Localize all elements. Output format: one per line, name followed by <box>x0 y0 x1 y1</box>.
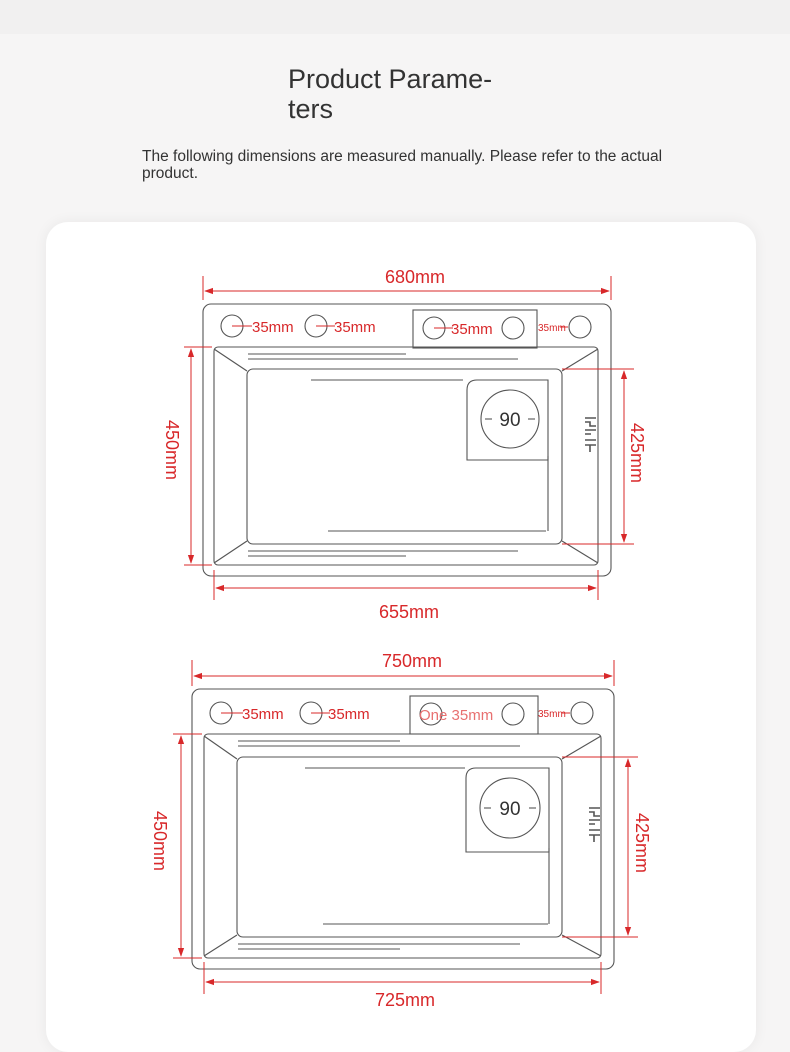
right-height-label: 425mm <box>632 812 652 874</box>
basin-floor <box>237 757 562 937</box>
tap-hole-icon <box>502 703 524 725</box>
drain-label: 90 <box>499 799 521 820</box>
sink-outer-outline <box>192 689 614 969</box>
top-width-label: 680mm <box>384 267 446 287</box>
sink-outer-outline <box>203 304 611 576</box>
sink-drawing-2 <box>150 651 652 1010</box>
sink-drawing-1 <box>162 267 647 622</box>
hole-label: 35mm <box>328 706 370 723</box>
tap-hole-icon <box>569 316 591 338</box>
hole-label: 35mm <box>242 706 284 723</box>
hole-label: 35mm <box>538 709 566 720</box>
tap-hole-icon <box>502 317 524 339</box>
basin-floor <box>247 369 562 544</box>
bottom-width-label: 725mm <box>374 990 436 1010</box>
right-height-label: 425mm <box>627 422 647 484</box>
hole-label: 35mm <box>538 323 566 334</box>
bottom-width-label: 655mm <box>378 602 440 622</box>
top-width-label: 750mm <box>381 651 443 671</box>
hole-label: 35mm <box>252 319 294 336</box>
page-title: Product Parame- ters <box>288 64 493 124</box>
brand-mark-icon <box>589 808 600 842</box>
hole-label: 35mm <box>451 321 493 338</box>
hole-label: 35mm <box>334 319 376 336</box>
brand-mark-icon <box>585 418 596 452</box>
left-height-label: 450mm <box>162 419 182 481</box>
tap-hole-icon <box>571 702 593 724</box>
hole-label: One 35mm <box>419 707 494 724</box>
left-height-label: 450mm <box>150 810 170 872</box>
page-subtitle: The following dimensions are measured manually. Please refer to the actual product. <box>142 148 663 182</box>
drain-label: 90 <box>499 410 521 431</box>
